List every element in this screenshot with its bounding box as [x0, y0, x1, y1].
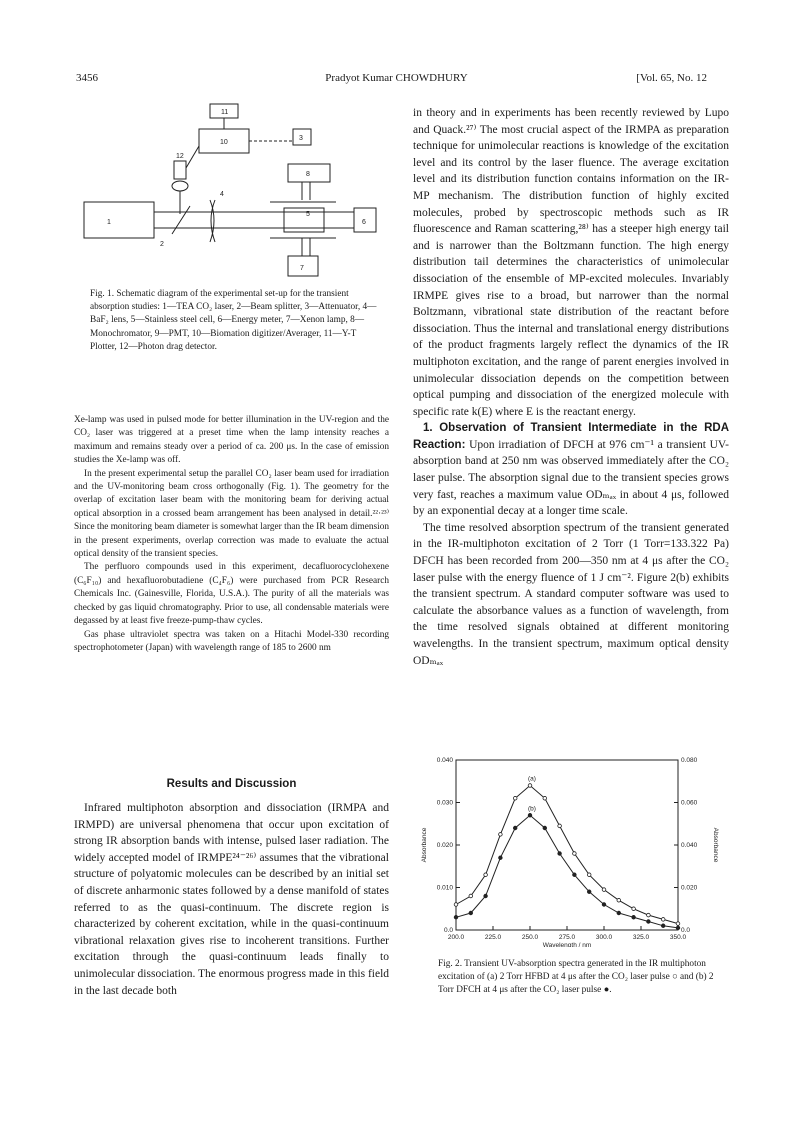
y2-tick-label: 0.060 [681, 799, 698, 807]
x-tick-label: 300.0 [595, 934, 613, 941]
paragraph-body: Upon irradiation of DFCH at 976 cm⁻¹ a transient UV-absorption band at 250 nm was observed immediately after the CO₂ laser pulse. The absorption signal due to the transient species grows very fast, reaches a maximum value ODₘₐₓ in about 4 μs, followed by an exponential decay at a longer time scale. [413, 438, 729, 518]
svg-text:8: 8 [306, 171, 310, 178]
paragraph: Xe-lamp was used in pulsed mode for better illumination in the UV-region and the CO₂ laser was triggered at a preset time when the lamp intensity reaches a maximum and remains steady over a period of ca. 200 μs. In the case of emission studies the Xe-lamp was off. [74, 415, 389, 466]
svg-text:10: 10 [220, 139, 228, 146]
y-tick-label: 0.040 [436, 757, 453, 764]
svg-text:11: 11 [221, 109, 229, 116]
svg-text:6: 6 [362, 219, 366, 226]
intro-text [74, 800, 389, 999]
data-point [573, 852, 577, 856]
data-point [602, 888, 606, 892]
y2-axis-label: Absorbance [712, 827, 719, 863]
paragraph: The time resolved absorption spectrum of the transient generated in the IR-multiphoton excitation of 2 Torr (1 Torr=133.322 Pa) DFCH has been recorded from 200—350 nm at 4 μs after the CO₂ laser pulse with the energy fluence of 1 J cm⁻². Figure 2(b) exhibits the transient spectrum. A standard computer software was used to calculate the absorbance values as a function of wavelength, from the time resolved signals obtained at different monitoring wavelengths. In the transient spectrum, maximum optical density ODₘₐₓ [413, 521, 729, 667]
figure2-caption: Fig. 2. Transient UV-absorption spectra generated in the IR multiphoton excitation of (a) 2 Torr HFBD at 4 μs after the CO₂ laser pulse ○ and (b) 2 Torr DFCH at 4 μs after the CO₂ laser pulse ●. [438, 959, 714, 996]
subsection-title: 1. Observation of Transient Intermediate in the RDA Reaction: [413, 422, 729, 451]
data-point [513, 826, 517, 830]
data-point [647, 920, 651, 924]
data-point [499, 833, 503, 837]
y-tick-label: 0.020 [436, 842, 453, 849]
data-point [469, 894, 473, 898]
running-author: Pradyot Kumar CHOWDHURY [325, 72, 468, 84]
absorption-chart [416, 752, 721, 947]
plot-frame [456, 760, 678, 930]
paragraph [413, 420, 729, 520]
data-point [632, 915, 636, 919]
paragraph: The perfluoro compounds used in this experiment, decafluorocyclohexene (C₆F₁₀) and hexafluorobutadiene (C₄F₆) were purchased from PCR Research Chemicals Inc. (Gainesville, Florida, U.S.A.). The purity of all the materials was checked by gas liquid chromatography. Prior to use, all condensable materials were degassed by at least five freeze-pump-thaw cycles. [74, 562, 389, 627]
x-tick-label: 200.0 [447, 934, 465, 941]
svg-text:3: 3 [299, 135, 303, 142]
page-number: 3456 [76, 72, 98, 84]
data-point [558, 824, 562, 828]
y2-tick-label: 0.040 [681, 842, 698, 849]
x-tick-label: 250.0 [521, 934, 539, 941]
y-tick-label: 0.030 [436, 799, 453, 807]
data-point [513, 796, 517, 800]
y2-tick-label: 0.080 [681, 757, 698, 764]
y-axis-label: Absorbance [421, 827, 428, 863]
x-tick-label: 275.0 [558, 934, 576, 941]
data-point [617, 898, 621, 902]
data-point [617, 911, 621, 915]
series-line-(b) [456, 815, 678, 928]
paragraph: Gas phase ultraviolet spectra was taken on a Hitachi Model-330 recording spectrophotometer (Japan) with wavelength range of 185 to 2600 nm [74, 629, 389, 653]
y2-tick-label: 0.020 [681, 884, 698, 892]
data-point [528, 784, 532, 788]
x-tick-label: 225.0 [484, 934, 502, 941]
series-line-(a) [456, 786, 678, 924]
data-point [484, 894, 488, 898]
data-point [602, 903, 606, 907]
svg-text:12: 12 [176, 153, 184, 160]
section-heading: Results and Discussion [166, 778, 297, 790]
x-tick-label: 350.0 [669, 934, 687, 941]
figure1-caption: Fig. 1. Schematic diagram of the experimental set-up for the transient absorption studies: 1—TEA CO₂ laser, 2—Beam splitter, 3—Attenuator, 4—BaF₂ lens, 5—Stainless steel cell, 6—Energy meter, 7—Xenon lamp, 8—Monochromator, 9—PMT, 10—Biomation digitizer/Averager, 11—Y-T Plotter, 12—Photon drag detector. [90, 289, 377, 352]
series-annotation: (a) [528, 775, 536, 783]
methods-text [74, 414, 389, 655]
svg-text:7: 7 [300, 265, 304, 272]
data-point [543, 796, 547, 800]
svg-text:2: 2 [160, 241, 164, 248]
x-tick-label: 325.0 [632, 934, 650, 941]
data-point [454, 915, 458, 919]
data-point [484, 873, 488, 877]
data-point [528, 813, 532, 817]
svg-text:4: 4 [220, 191, 224, 198]
svg-text:1: 1 [107, 219, 111, 226]
paragraph: in theory and in experiments has been recently reviewed by Lupo and Quack.²⁷⁾ The most crucial aspect of the IRMPA as preparation technique for unimolecular reactions is knowledge of the excitation level and its control by the laser fluence. The average excitation level and its distribution function contains information on the IR-MP mechanism. The distribution function of highly excited molecules, probed by spectroscopic methods such as IR fluorescence and Raman scattering,²⁸⁾ has a steeper high energy tail and is narrower than the Boltzmann function. The high energy distribution tail determines the characteristics of unimolecular dissociation of the ensemble of MP-excited molecules. Invariably IRMPE gives rise to a broad, but narrower than the normal Boltzmann, vibrational state distribution of the reactant before dissociation. Thus the internal and translational energy distributions of the product fragments largely reflect the dynamics of the IR multiphoton excitation, and the range of parent energies involved in unimolecular dissociation depends on the competition between optical pumping and dissociation of the energized molecule with specific rate k(E) where E is the reactant energy. [413, 107, 729, 418]
data-point [587, 873, 591, 877]
data-point [573, 873, 577, 877]
data-point [469, 911, 473, 915]
data-point [676, 922, 680, 926]
data-point [558, 852, 562, 856]
svg-text:5: 5 [306, 211, 310, 218]
figure2-chart [416, 752, 721, 947]
data-point [543, 826, 547, 830]
series-annotation: (b) [528, 805, 536, 813]
paragraph: Infrared multiphoton absorption and dissociation (IRMPA and IRMPD) are universal phenomena that occur upon excitation of strong IR absorption bands with intense, pulsed laser radiation. The widely accepted model of IRMPE²⁴⁻²⁶⁾ assumes that the vibrational structure of polyatomic molecules can be described by an initial set of discrete anharmonic states followed by a dense manifold of states referred to as the quasi-continuum. The discrete region is characterized by coherent excitation, while in the quasi-continuum vibrational relaxation gives rise to incoherent transitions. Further excitation through the quasi-continuum leads finally to unimolecular dissociation. The enormous progress made in this field in the last decade both [74, 802, 390, 997]
data-point [587, 890, 591, 894]
setup-diagram [74, 96, 389, 281]
data-point [647, 913, 651, 917]
volume-info: [Vol. 65, No. 12 [636, 72, 707, 84]
box-photon-drag [174, 161, 186, 179]
paragraph: In the present experimental setup the parallel CO₂ laser beam used for irradiation and the UV-monitoring beam cross orthogonally (Fig. 1). The geometry for the overlap of excitation laser beam with the monitoring beam for deriving actual optical absorption in a crossed beam arrangement has been analysed in detail.²²·²³⁾ Since the monitoring beam diameter is somewhat larger than the IR beam dimension in the present experiments, overlap correction was made to evaluate the actual optical density of the transient species. [74, 468, 389, 560]
y-tick-label: 0.010 [436, 884, 453, 892]
y-tick-label: 0.0 [443, 927, 453, 934]
y2-tick-label: 0.0 [681, 927, 691, 934]
data-point [676, 926, 680, 930]
right-column-text [413, 105, 729, 669]
data-point [661, 918, 665, 922]
data-point [632, 907, 636, 911]
x-axis-label: Wavelength / nm [542, 942, 592, 947]
data-point [454, 903, 458, 907]
box-laser [84, 202, 154, 238]
figure1-schematic [74, 96, 389, 281]
data-point [661, 924, 665, 928]
data-point [499, 856, 503, 860]
